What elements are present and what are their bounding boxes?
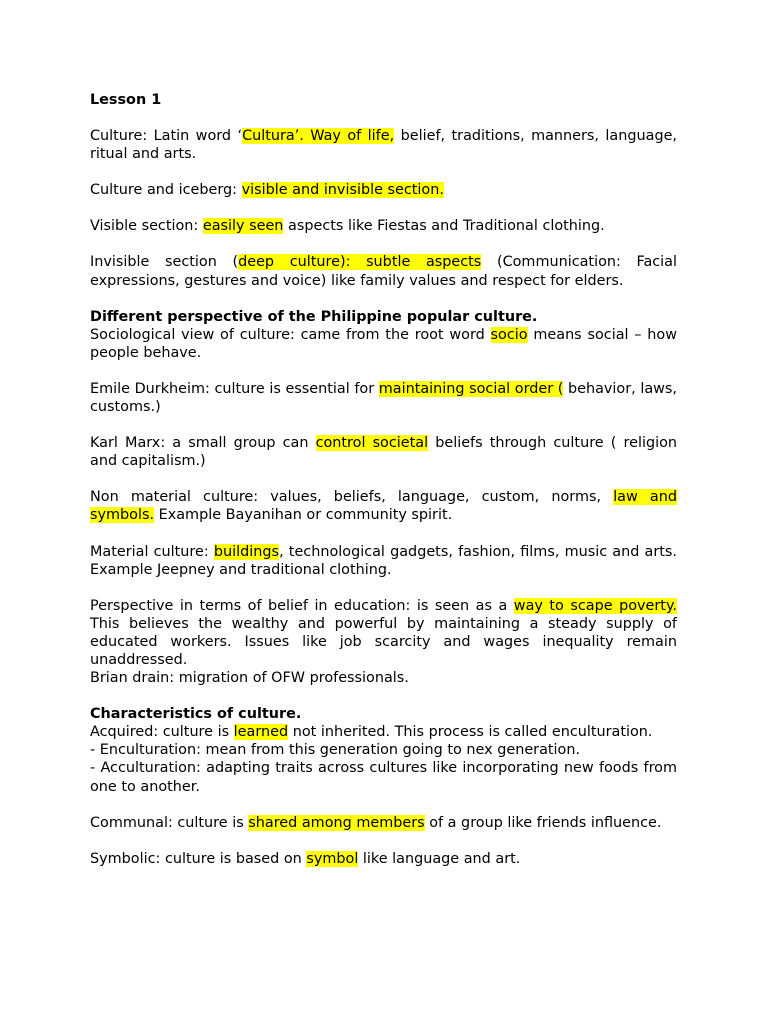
highlight: way to scape poverty. [513, 597, 677, 614]
text: Sociological view of culture: came from the root word [90, 326, 491, 343]
enculturation-item: - Enculturation: mean from this generation going to nex generation. [90, 742, 581, 759]
education-perspective [90, 597, 677, 669]
text: Invisible section ( [90, 254, 239, 271]
text: beliefs through culture ( religion and capitalism.) [90, 435, 678, 470]
invisible-section [90, 253, 677, 289]
highlight: maintaining social order ( [378, 380, 564, 397]
text: Communal: culture is [90, 814, 249, 831]
text: aspects like Fiestas and Traditional clothing. [283, 218, 605, 235]
text: Culture and iceberg: [90, 182, 242, 199]
text: (Communication: Facial expressions, gestures and voice) like family values and respect for elders. [90, 254, 677, 289]
text: Visible section: [90, 218, 203, 235]
perspective-heading: Different perspective of the Philippine popular culture. [90, 308, 538, 325]
brain-drain: Brian drain: migration of OFW professionals. [90, 670, 409, 687]
marx-paragraph [90, 434, 677, 470]
highlight: deep culture): subtle aspects [238, 254, 482, 271]
text: Emile Durkheim: culture is essential for [90, 380, 379, 397]
text: means social – how people behave. [90, 326, 677, 361]
highlight: shared among members [248, 814, 425, 831]
highlight: control societal [315, 435, 429, 452]
highlight: symbol [306, 850, 359, 867]
text: Material culture: [90, 543, 214, 560]
text: like language and art. [358, 850, 521, 867]
highlight: buildings [213, 543, 280, 560]
text: belief, traditions, manners, language, ritual and arts. [90, 128, 678, 163]
text: This believes the wealthy and powerful by maintaining a steady supply of educated workers. Issues like job scarcity and wages inequality remain unaddressed. [90, 615, 677, 668]
material-culture [90, 543, 677, 579]
text: Acquired: culture is [90, 724, 234, 741]
characteristics-heading: Characteristics of culture. [90, 706, 302, 723]
highlight: visible and invisible section. [241, 182, 444, 199]
acculturation-item: - Acculturation: adapting traits across cultures like incorporating new foods from one to another. [90, 760, 677, 795]
text: Example Bayanihan or community spirit. [154, 507, 453, 524]
durkheim-paragraph [90, 380, 677, 416]
text: Symbolic: culture is based on [90, 850, 307, 867]
culture-definition [90, 127, 677, 163]
symbolic-paragraph [90, 850, 677, 868]
text: Non material culture: values, beliefs, language, custom, norms, [90, 489, 614, 506]
communal-paragraph [90, 814, 677, 832]
text: Perspective in terms of belief in education: is seen as a [90, 597, 514, 614]
highlight: socio [490, 326, 528, 343]
highlight: easily seen [202, 218, 284, 235]
text: of a group like friends influence. [424, 814, 662, 831]
highlight: Cultura’. Way of life, [242, 128, 395, 145]
highlight: learned [233, 724, 289, 741]
highlight: law and symbols. [90, 489, 677, 524]
acquired-paragraph [90, 723, 677, 741]
text: behavior, laws, customs.) [90, 380, 677, 416]
sociological-view [90, 326, 677, 362]
text: not inherited. This process is called enculturation. [288, 724, 653, 741]
nonmaterial-culture [90, 488, 677, 524]
lesson-title: Lesson 1 [90, 92, 162, 108]
text: Culture: Latin word ‘ [90, 128, 243, 145]
text: Karl Marx: a small group can [90, 435, 316, 452]
text: , technological gadgets, fashion, films, music and arts. Example Jeepney and traditional clothing. [90, 543, 677, 578]
visible-section [90, 217, 677, 235]
culture-iceberg [90, 181, 677, 199]
